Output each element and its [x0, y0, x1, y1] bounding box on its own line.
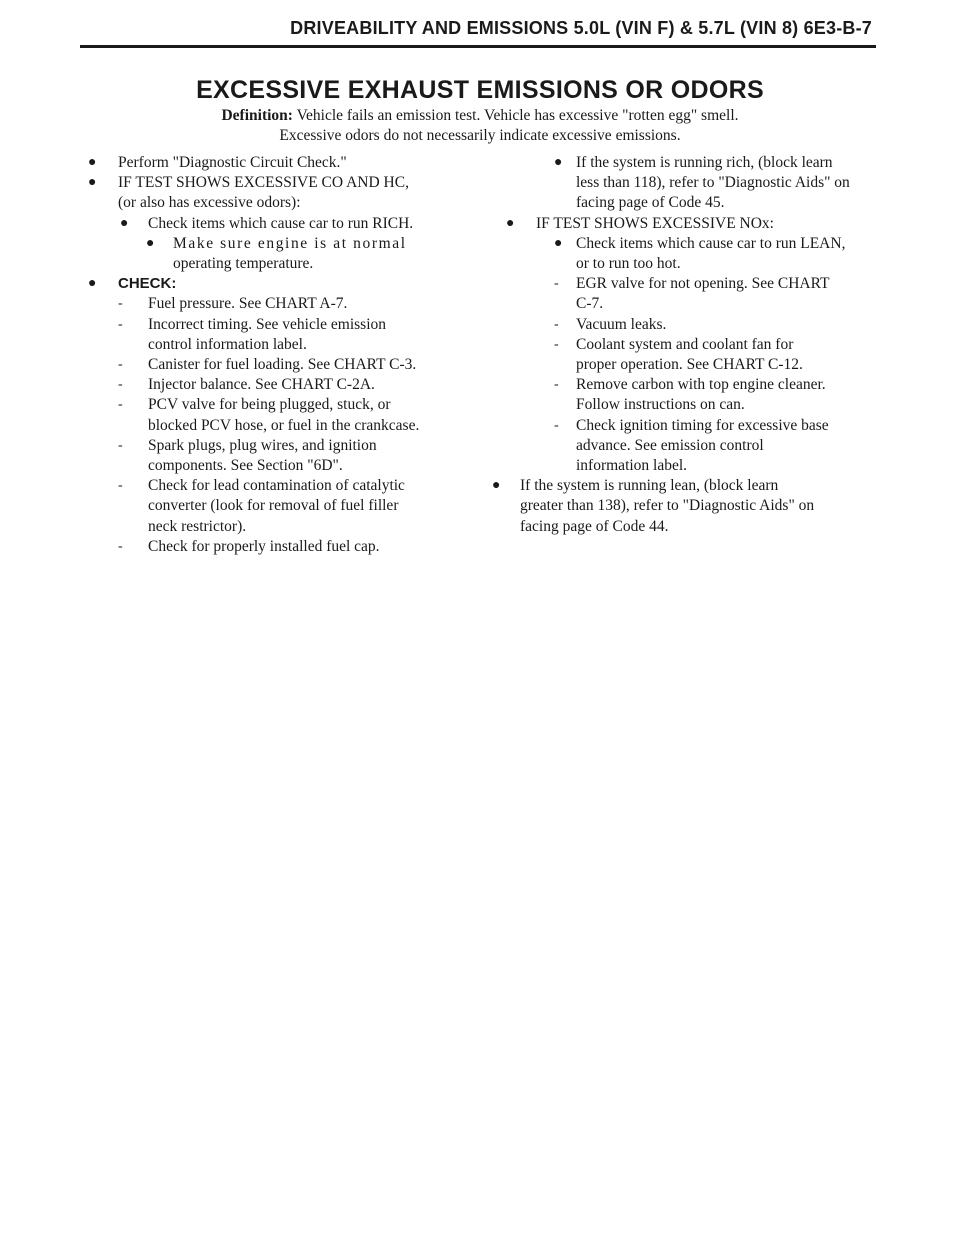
check-list-line: Check ignition timing for excessive base — [576, 416, 829, 434]
right-check-list — [496, 274, 872, 476]
check-list-line: components. See Section "6D". — [148, 457, 343, 475]
check-heading: CHECK: — [118, 275, 177, 293]
excessive-nox-text: IF TEST SHOWS EXCESSIVE NOx: — [536, 214, 774, 232]
bullet-icon: ● — [492, 478, 501, 494]
check-list-line: control information label. — [148, 335, 307, 353]
lean-system-text-3: facing page of Code 44. — [520, 517, 669, 535]
check-list-line: Coolant system and coolant fan for — [576, 335, 794, 353]
check-list-item — [496, 274, 872, 314]
excessive-odors-text: (or also has excessive odors): — [118, 194, 301, 212]
check-list-item — [88, 436, 458, 476]
check-list-line: converter (look for removal of fuel filler — [148, 497, 399, 515]
bullet-icon: ● — [554, 155, 563, 170]
lean-check-text-2: or to run too hot. — [576, 255, 681, 273]
check-list-item — [88, 315, 458, 355]
normal-temp-item-cont — [88, 254, 458, 274]
dash-marker: - — [554, 417, 559, 433]
rich-check-item — [88, 214, 458, 234]
check-list-item — [496, 375, 872, 415]
lean-check-text-1: Check items which cause car to run LEAN, — [576, 234, 846, 252]
lean-check-item — [496, 234, 872, 254]
excessive-odors-line — [88, 193, 458, 213]
lean-check-cont — [496, 254, 872, 274]
page-title: EXCESSIVE EXHAUST EMISSIONS OR ODORS — [196, 76, 764, 104]
bullet-icon: ● — [88, 276, 97, 292]
check-heading-item — [88, 274, 458, 294]
bullet-icon: ● — [506, 215, 515, 231]
dash-marker: - — [118, 296, 123, 312]
perform-check-item — [88, 153, 458, 173]
bullet-icon: ● — [88, 155, 97, 170]
check-list-line: Check for properly installed fuel cap. — [148, 537, 380, 555]
normal-temp-text-1: Make sure engine is at normal — [173, 234, 407, 252]
definition-text-1: Vehicle fails an emission test. Vehicle has excessive "rotten egg" smell. — [296, 107, 739, 124]
check-list-line: Remove carbon with top engine cleaner. — [576, 376, 826, 394]
rich-system-text-1: If the system is running rich, (block learn — [576, 154, 833, 171]
check-list-item — [88, 537, 458, 557]
rich-system-item — [496, 153, 872, 173]
dash-marker: - — [118, 437, 123, 453]
check-list-item — [88, 375, 458, 395]
bullet-icon: ● — [88, 175, 97, 191]
check-list-item — [88, 476, 458, 537]
check-list-line: Vacuum leaks. — [576, 315, 667, 333]
check-list-line: Fuel pressure. See CHART A-7. — [148, 295, 348, 313]
dash-marker: - — [554, 276, 559, 292]
check-list-line: Incorrect timing. See vehicle emission — [148, 315, 387, 333]
rich-system-text-3: facing page of Code 45. — [576, 194, 725, 212]
bullet-icon: ● — [146, 235, 155, 251]
check-list-line: Canister for fuel loading. See CHART C-3. — [148, 356, 417, 374]
lean-system-text-2: greater than 138), refer to "Diagnostic Aids" on — [520, 497, 815, 515]
bullet-icon: ● — [120, 215, 129, 231]
dash-marker: - — [118, 478, 123, 494]
dash-marker: - — [118, 538, 123, 554]
dash-marker: - — [118, 377, 123, 393]
normal-temp-item — [88, 234, 458, 254]
dash-marker: - — [118, 357, 123, 373]
check-list-item — [496, 335, 872, 375]
check-list-line: neck restrictor). — [148, 517, 247, 535]
definition-line-2: Excessive odors do not necessarily indicate excessive emissions. — [279, 127, 681, 144]
perform-check-text: Perform "Diagnostic Circuit Check." — [118, 154, 347, 171]
lean-system-item — [492, 476, 872, 537]
dash-marker: - — [118, 316, 123, 332]
rich-system-cont-1 — [496, 173, 872, 193]
rich-system-cont-2 — [496, 193, 872, 213]
rich-check-text: Check items which cause car to run RICH. — [148, 214, 414, 232]
check-list-item — [88, 395, 458, 435]
definition-label: Definition: — [221, 107, 293, 124]
lean-system-text-1: If the system is running lean, (block learn — [520, 477, 779, 495]
excessive-co-hc-item — [88, 173, 458, 193]
check-list-line: Follow instructions on can. — [576, 396, 745, 414]
check-list-item — [496, 416, 872, 477]
right-column — [492, 153, 872, 537]
check-list-line: proper operation. See CHART C-12. — [576, 356, 803, 374]
excessive-co-hc-text: IF TEST SHOWS EXCESSIVE CO AND HC, — [118, 174, 409, 192]
check-list-item — [496, 315, 872, 335]
dash-marker: - — [554, 377, 559, 393]
check-list-line: Injector balance. See CHART C-2A. — [148, 376, 375, 394]
rich-system-text-2: less than 118), refer to "Diagnostic Aids" on — [576, 174, 850, 192]
check-list-line: EGR valve for not opening. See CHART — [576, 275, 830, 293]
check-list-line: PCV valve for being plugged, stuck, or — [148, 396, 391, 414]
excessive-nox-item — [496, 214, 872, 234]
dash-marker: - — [554, 336, 559, 352]
check-list-line: information label. — [576, 457, 688, 475]
check-list-item — [88, 355, 458, 375]
definition — [0, 106, 960, 146]
check-list-item — [88, 294, 458, 314]
check-list-line: Spark plugs, plug wires, and ignition — [148, 436, 377, 454]
check-list-line: C-7. — [576, 295, 604, 313]
dash-marker: - — [554, 316, 559, 332]
running-title: DRIVEABILITY AND EMISSIONS 5.0L (VIN F) & 5.7L (VIN 8) 6E3-B-7 — [290, 18, 872, 38]
running-header — [80, 18, 876, 48]
bullet-icon: ● — [554, 235, 563, 251]
left-column — [88, 153, 458, 557]
normal-temp-text-2: operating temperature. — [173, 255, 314, 273]
check-list-line: Check for lead contamination of catalytic — [148, 477, 405, 495]
check-list-line: blocked PCV hose, or fuel in the crankcase. — [148, 416, 420, 434]
dash-marker: - — [118, 397, 123, 413]
left-check-list — [88, 294, 458, 557]
check-list-line: advance. See emission control — [576, 436, 764, 454]
definition-line-1 — [0, 106, 960, 126]
